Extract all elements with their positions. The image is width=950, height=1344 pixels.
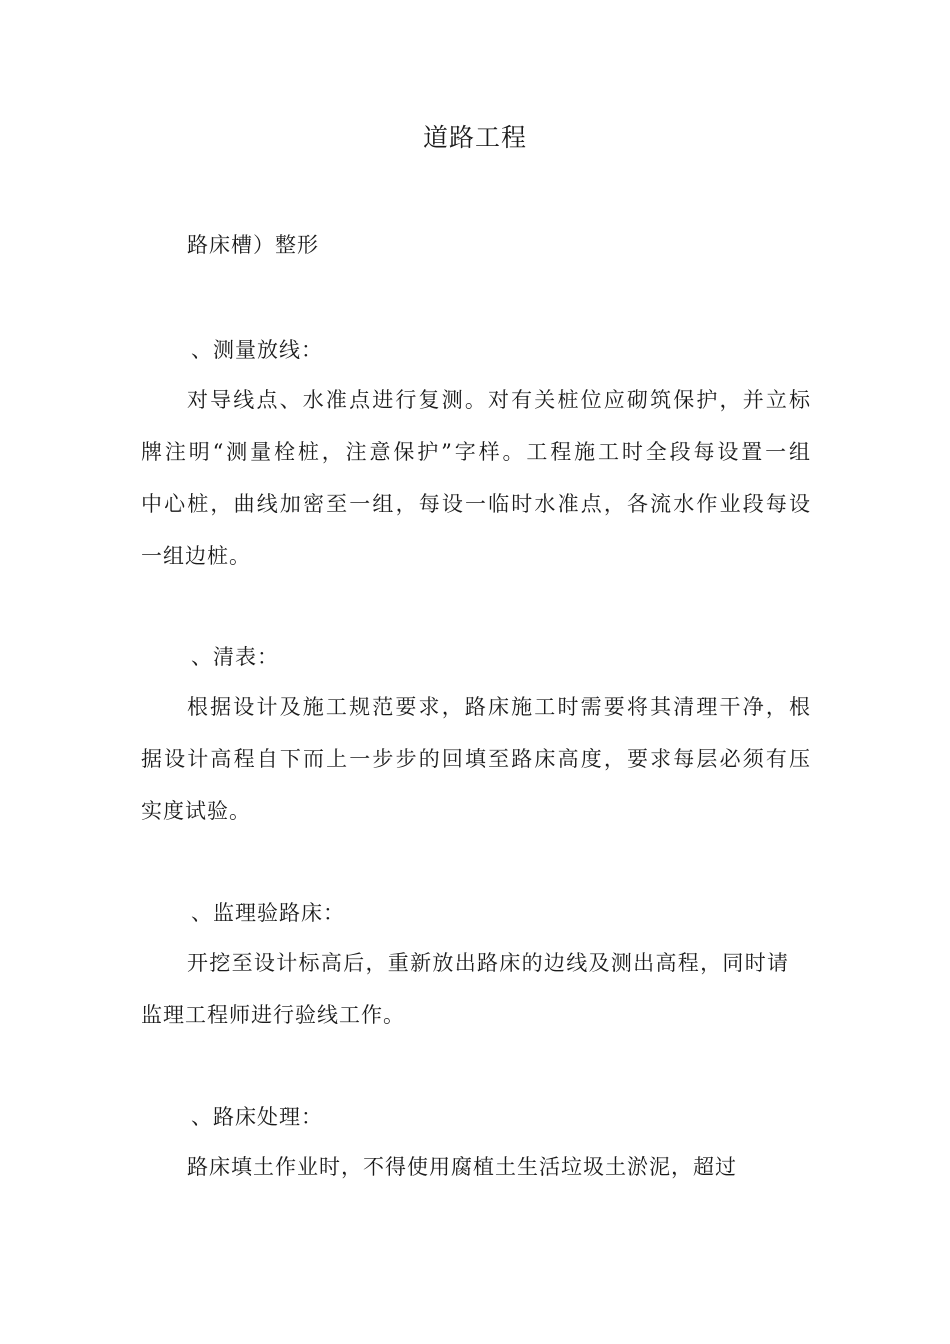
paragraph-line: 牌注明“测量栓桩，注意保护”字样。工程施工时全段每设置一组 [141,440,811,464]
subtitle: 路床槽）整形 [187,233,319,257]
section-heading-survey: 、测量放线： [191,338,323,362]
paragraph-line: 实度试验。 [141,799,251,823]
paragraph-line: 中心桩，曲线加密至一组，每设一临时水准点，各流水作业段每设 [141,492,811,516]
paragraph-line: 开挖至设计标高后，重新放出路床的边线及测出高程，同时请 [187,951,789,975]
section-heading-subgrade: 、路床处理： [191,1105,323,1129]
paragraph-line: 对导线点、水准点进行复测。对有关桩位应砌筑保护，并立标 [187,388,811,412]
paragraph-line: 根据设计及施工规范要求，路床施工时需要将其清理干净，根 [187,695,811,719]
page-title: 道路工程 [422,123,527,152]
section-heading-supervision: 、监理验路床： [191,901,345,925]
paragraph-line: 一组边桩。 [141,544,251,568]
paragraph-line: 据设计高程自下而上一步步的回填至路床高度，要求每层必须有压 [141,747,811,771]
paragraph-line: 监理工程师进行验线工作。 [141,1003,405,1027]
paragraph-line: 路床填土作业时，不得使用腐植土生活垃圾土淤泥，超过 [187,1155,737,1179]
section-heading-clearing: 、清表： [191,645,279,669]
